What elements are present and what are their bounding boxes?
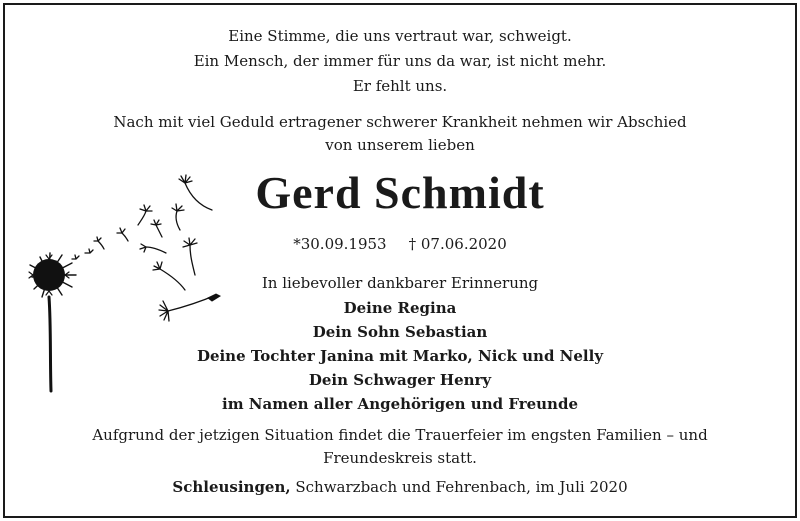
- remembrance-line: In liebevoller dankbarer Erinnerung: [261, 274, 539, 292]
- intro-line-1: Nach mit viel Geduld ertragener schwerer Krankheit nehmen wir Abschied: [113, 113, 687, 131]
- verse-line-1: Eine Stimme, die uns vertraut war, schweigt.: [228, 27, 572, 45]
- mourner-name: Dein Schwager Henry: [308, 371, 492, 389]
- place-date-line: [0, 478, 800, 496]
- notice-line-1: Aufgrund der jetzigen Situation findet die Trauerfeier im engsten Familien – und: [92, 426, 708, 444]
- place-name: Schleusingen,: [172, 478, 291, 496]
- mourner-name: Deine Tochter Janina mit Marko, Nick und Nelly: [196, 347, 604, 365]
- verse-line-2: Ein Mensch, der immer für uns da war, ist nicht mehr.: [193, 52, 607, 70]
- dandelion-icon: [20, 165, 230, 395]
- verse-line-3: Er fehlt uns.: [352, 77, 448, 95]
- deceased-name: Gerd Schmidt: [255, 167, 545, 218]
- birth-date: *30.09.1953: [293, 235, 387, 253]
- notice-line-2: Freundeskreis statt.: [323, 449, 477, 467]
- intro-line-2: von unserem lieben: [325, 136, 475, 154]
- mourner-name: im Namen aller Angehörigen und Freunde: [222, 395, 578, 413]
- mourner-name: Dein Sohn Sebastian: [312, 323, 488, 341]
- death-date: † 07.06.2020: [408, 235, 507, 253]
- place-date-rest: Schwarzbach und Fehrenbach, im Juli 2020: [290, 478, 628, 496]
- mourner-name: Deine Regina: [343, 299, 457, 317]
